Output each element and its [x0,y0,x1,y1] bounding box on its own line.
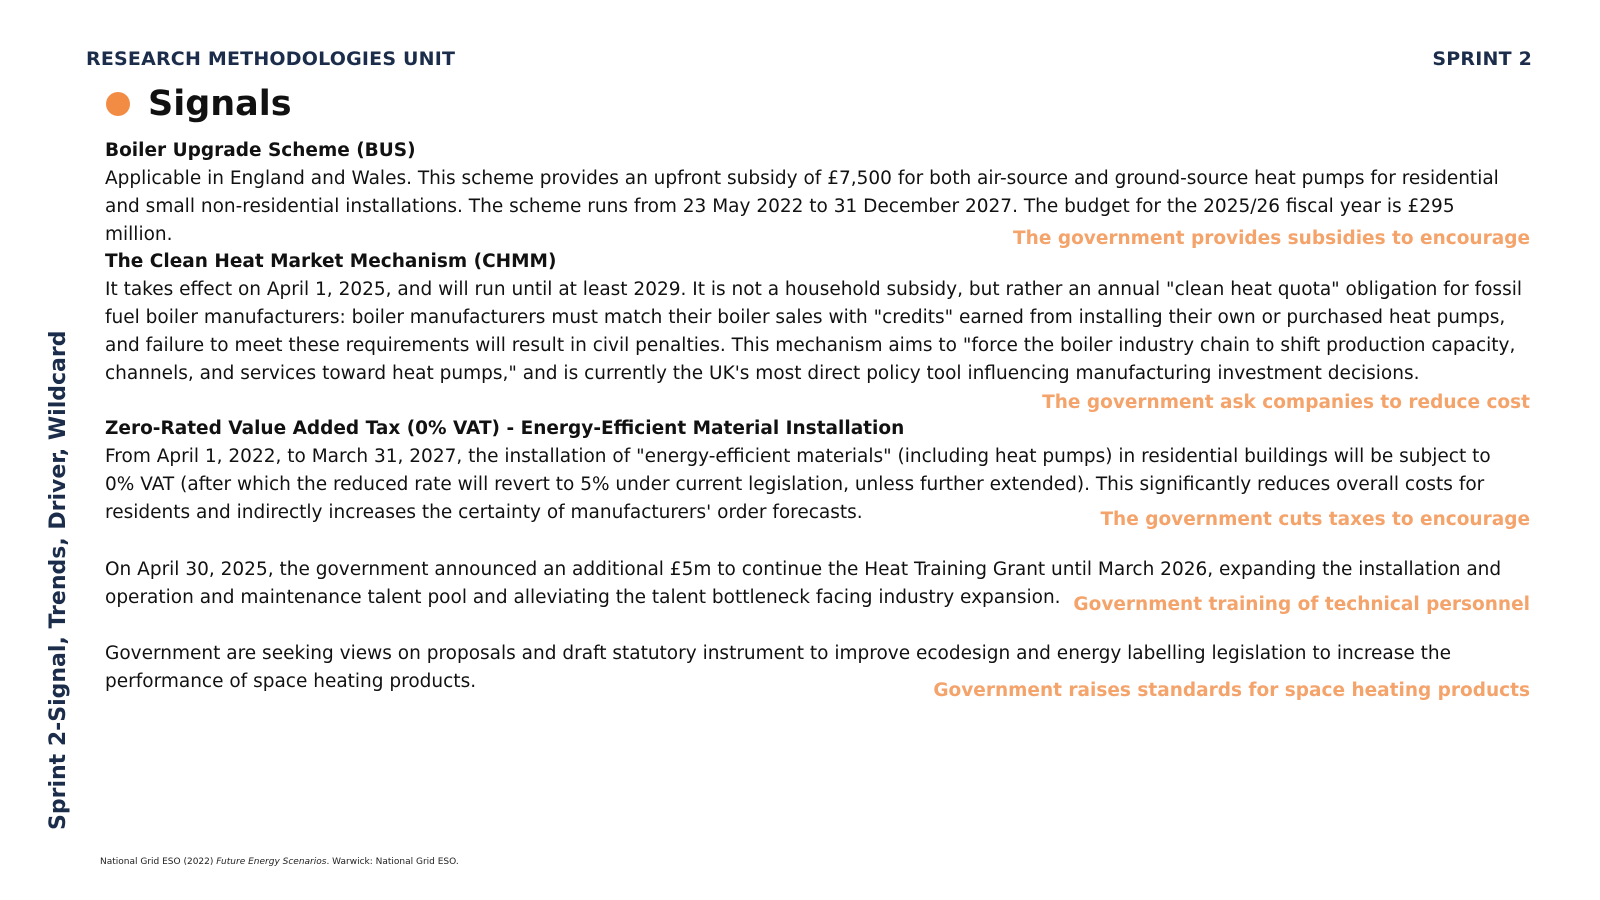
note-reduce-cost: The government ask companies to reduce cost [1042,392,1530,413]
signal-block-chmm [105,248,1525,388]
note-cuts-taxes: The government cuts taxes to encourage [1100,509,1530,530]
footnote-text: National Grid ESO (2022) [100,857,217,867]
page-title: Signals [148,84,292,124]
footnote-italic: Future Energy Scenarios [216,857,327,867]
block-text: On April 30, 2025, the government announced an additional £5m to continue the Heat Training Grant until March 2026, expanding the installation and operation and maintenance talent pool and alleviating the talent bottleneck facing industry expansion. [105,559,1502,608]
unit-title: RESEARCH METHODOLOGIES UNIT [86,48,456,70]
sprint-label: SPRINT 2 [1432,48,1532,70]
block-text: From April 1, 2022, to March 31, 2027, the installation of "energy-efficient materials" (including heat pumps) in residential buildings will be subject to 0% VAT (after which the reduced rate will revert to 5% under current legislation, unless further extended). This significantly reduces overall costs for residents and indirectly increases the certainty of manufacturers' order forecasts. [105,446,1491,523]
block-text: It takes effect on April 1, 2025, and will run until at least 2029. It is not a household subsidy, but rather an annual "clean heat quota" obligation for fossil fuel boiler manufacturers: boiler manufacturers must match their boiler sales with "credits" earned from installing their own or purchased heat pumps, and failure to meet these requirements will result in civil penalties. This mechanism aims to "force the boiler industry chain to shift production capacity, channels, and services toward heat pumps," and is currently the UK's most direct policy tool influencing manufacturing investment decisions. [105,279,1522,384]
block-heading: The Clean Heat Market Mechanism (CHMM) [105,251,557,272]
note-standards: Government raises standards for space heating products [933,680,1530,701]
block-text: Government are seeking views on proposals and draft statutory instrument to improve ecodesign and energy labelling legislation to increase the performance of space heating products. [105,643,1452,692]
side-label: Sprint 2-Signal, Trends, Driver, Wildcard [46,330,71,830]
title-row [106,84,292,124]
bullet-dot-icon [106,92,130,116]
note-training: Government training of technical personnel [1073,594,1530,615]
block-heading: Boiler Upgrade Scheme (BUS) [105,140,416,161]
block-text: Applicable in England and Wales. This scheme provides an upfront subsidy of £7,500 for both air-source and ground-source heat pumps for residential and small non-residential installations. The scheme runs from 23 May 2022 to 31 December 2027. The budget for the 2025/26 fiscal year is £295 million. [105,168,1499,245]
footnote [100,857,459,867]
footnote-tail: . Warwick: National Grid ESO. [326,857,459,867]
block-heading: Zero-Rated Value Added Tax (0% VAT) - Energy-Efficient Material Installation [105,418,905,439]
note-subsidies: The government provides subsidies to encourage [1013,228,1530,249]
